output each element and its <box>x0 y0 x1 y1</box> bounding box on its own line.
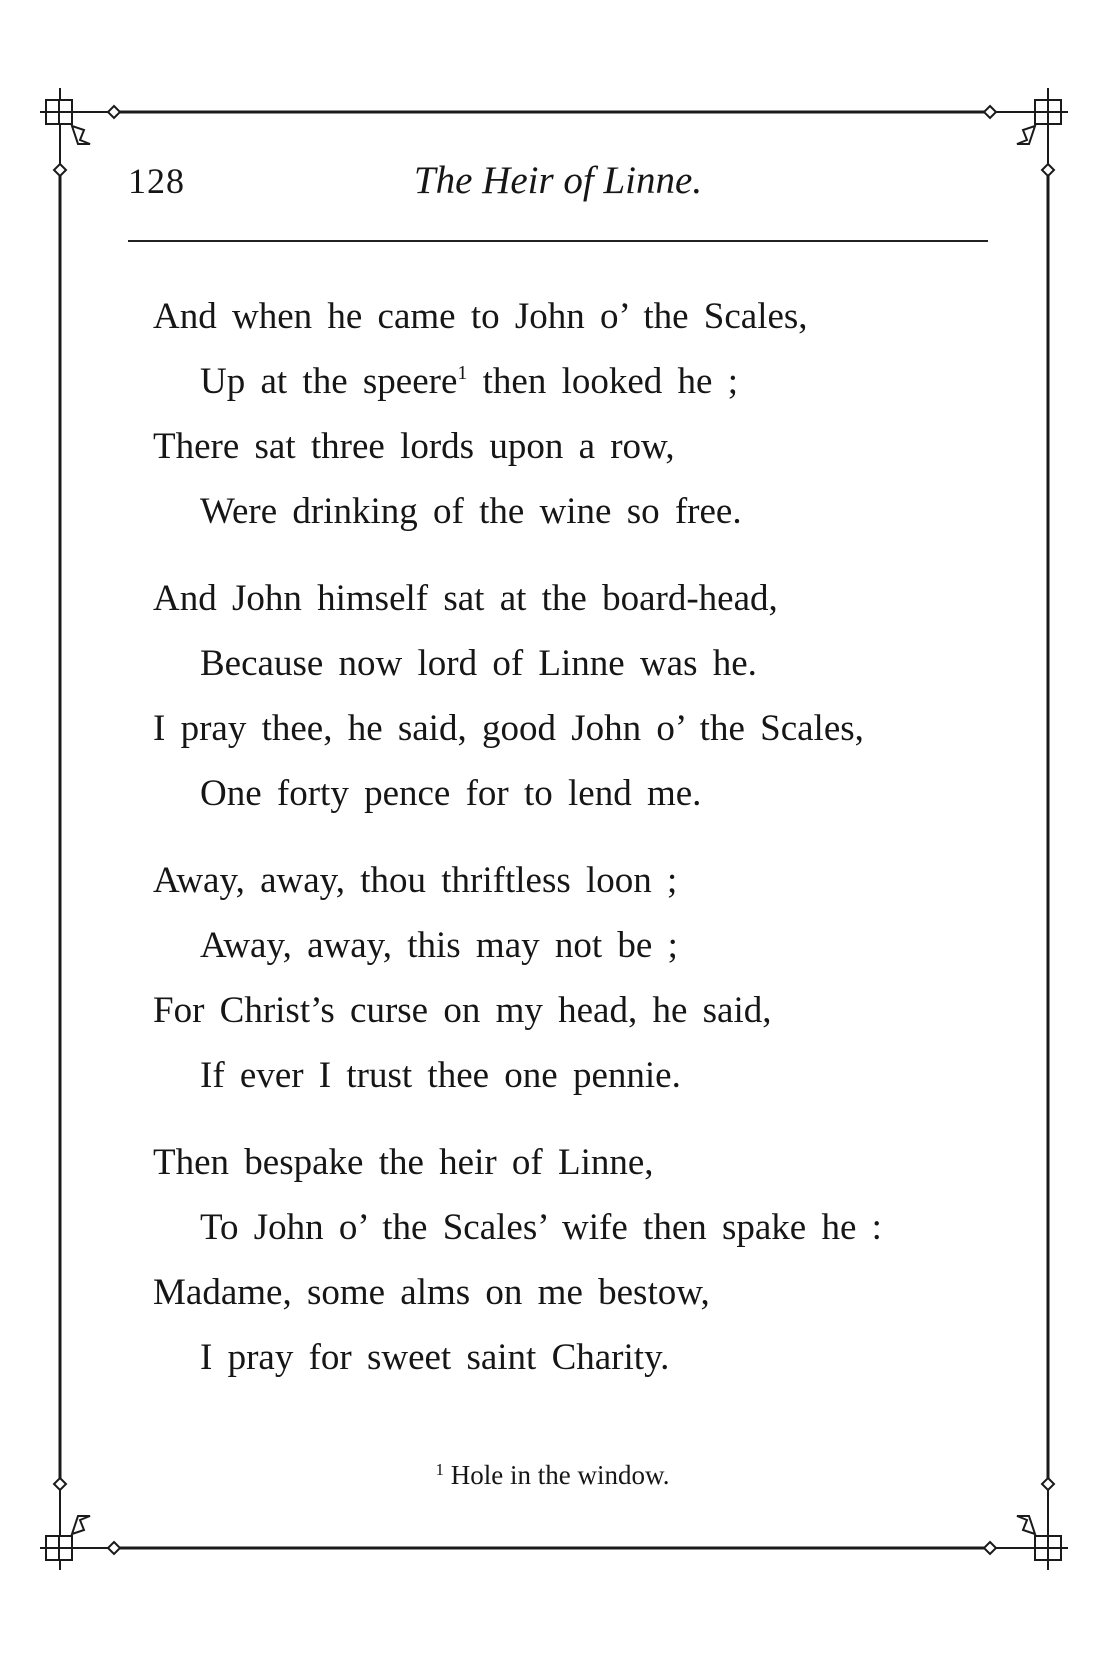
poem-line: Madame, some alms on me bestow, <box>153 1272 710 1313</box>
corner-flourish-icon <box>40 88 120 176</box>
poem-line: For Christ’s curse on my head, he said, <box>153 990 772 1031</box>
header-rule <box>128 240 988 242</box>
poem-line: Were drinking of the wine so free. <box>200 491 742 532</box>
poem-line-text: then looked he ; <box>467 361 738 402</box>
page-header <box>128 160 988 220</box>
poem-line: If ever I trust thee one pennie. <box>200 1055 681 1096</box>
stanza <box>153 848 1003 1108</box>
poem-line: And John himself sat at the board-head, <box>153 578 778 619</box>
poem-line: One forty pence for to lend me. <box>200 773 702 814</box>
footnote-reference: 1 <box>457 362 468 384</box>
footnote-marker: 1 <box>435 1460 445 1479</box>
corner-flourish-icon <box>984 1478 1068 1570</box>
poem-line <box>153 349 1003 414</box>
running-title: The Heir of Linne. <box>413 159 703 202</box>
poem-line: I pray for sweet saint Charity. <box>200 1337 670 1378</box>
corner-flourish-icon <box>40 1478 120 1570</box>
footnote <box>0 1460 1105 1491</box>
stanza <box>153 284 1003 544</box>
poem-body <box>153 284 1003 1412</box>
corner-flourish-icon <box>984 88 1068 176</box>
poem-line: And when he came to John o’ the Scales, <box>153 296 808 337</box>
poem-line: Away, away, this may not be ; <box>200 925 678 966</box>
poem-line-text: Up at the speere <box>200 361 458 402</box>
page-number: 128 <box>128 161 185 201</box>
poem-line: Then bespake the heir of Linne, <box>153 1142 654 1183</box>
poem-line: I pray thee, he said, good John o’ the Scales, <box>153 708 864 749</box>
stanza <box>153 1130 1003 1390</box>
poem-line: There sat three lords upon a row, <box>153 426 675 467</box>
stanza <box>153 566 1003 826</box>
poem-line: To John o’ the Scales’ wife then spake he : <box>200 1207 882 1248</box>
poem-line: Because now lord of Linne was he. <box>200 643 757 684</box>
poem-line: Away, away, thou thriftless loon ; <box>153 860 678 901</box>
footnote-text: Hole in the window. <box>444 1460 670 1490</box>
